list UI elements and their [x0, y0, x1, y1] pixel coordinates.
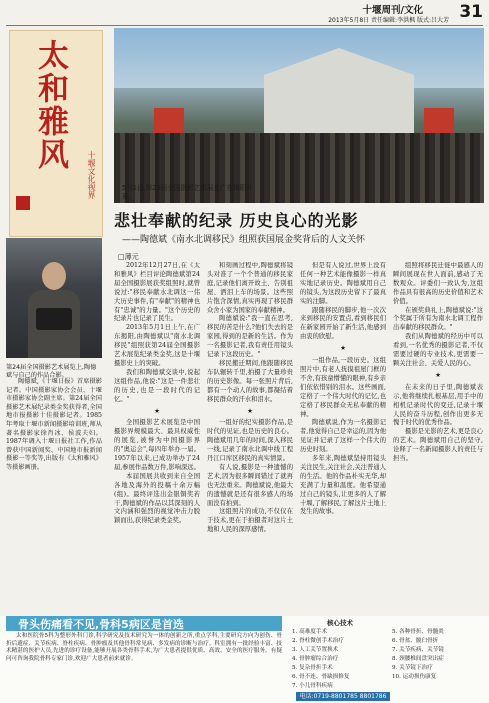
issue-meta: 2013年5月8日 责任编辑:李洪枫 版式:吕大芳	[328, 17, 449, 24]
ad-list-right	[392, 628, 482, 682]
ad-list-item: 6. 骨盆、髋臼骨折	[392, 638, 439, 644]
page-number: 31	[459, 2, 483, 22]
ad-list-item: 1. 高难度手术	[292, 629, 328, 635]
article-paragraph: 陶德斌说:"我一直在思考,移民的苦是什么?他们失去的是家园,得到的是新的生活。作为一名摄影记者,我有责任用镜头记录下这段历史。"	[207, 315, 293, 359]
article-paragraph: 本届国展共收到来自全国各地及海外的投稿十余万幅(组)。最终评选出金银铜奖若干,陶德斌的作品以其深刻的人文内涵和强烈的视觉冲击力脱颖而出,获得纪录类金奖。	[114, 472, 200, 525]
article-paragraph: 全国摄影艺术展览是中国摄影界规模最大、最具权威性的展览,被誉为中国摄影界的"奥运会",每四年举办一届。1957年以来,已成功举办了24届,参展作品数万件,影响深远。	[114, 419, 200, 471]
article-paragraph: 和刻画过程中,陶德斌将镜头对准了一个个普通的移民家庭,记录他们离开故土、告别祖屋、洒泪上车的场景。这些照片饱含深情,真实再现了移民群众舍小家为国家的奉献精神。	[207, 262, 293, 314]
ad-list-item: 7. 小儿骨科疾病	[292, 683, 333, 689]
section-name: 十堰周刊/文化	[362, 5, 423, 16]
article-paragraph: 在颁奖典礼上,陶德斌说:"这个奖属于所有为南水北调工程作出奉献的移民群众。"	[393, 306, 483, 332]
ad-list-item: 6. 骨不连、骨缺损修复	[292, 674, 350, 680]
section-star: ★	[340, 345, 346, 353]
ad-list-item: 2. 脊柱微创手术治疗	[292, 638, 344, 644]
ad-list-item: 5. 各种骨折、骨髓炎	[392, 629, 444, 635]
article-paragraph: 在未来的日子里,陶德斌表示,他将继续扎根基层,用手中的相机记录时代的变迁,记录十堰人民的奋斗历程,创作出更多无愧于时代的优秀作品。	[393, 383, 483, 427]
article-column-1	[114, 262, 200, 612]
article-paragraph: 多年来,陶德斌坚持用镜头关注民生,关注社会,关注普通人的生活。他的作品朴实无华,却充满了力量和温度。他希望通过自己的镜头,让更多的人了解十堰,了解移民,了解这片土地上发生的故事。	[300, 455, 386, 516]
article-paragraph: 摄影是光影的艺术,更是良心的艺术。陶德斌用自己的坚守,诠释了一名新闻摄影人的责任与担当。	[393, 428, 483, 463]
left-column	[6, 28, 104, 613]
ad-list-item: 5. 复杂骨折手术	[292, 665, 333, 671]
ad-list-item: 10. 运动损伤康复	[392, 674, 437, 680]
portrait-caption: 第24届全国摄影艺术展览上,陶德斌与自己的作品合影。	[6, 364, 97, 380]
section-star: ★	[154, 407, 160, 415]
photographer-portrait	[6, 238, 102, 358]
article-column-3	[300, 262, 386, 612]
portrait-head	[42, 262, 66, 290]
article-paragraph: 我们和陶德斌交谈中,说起这组作品,他说:"这是一件悲壮的历史,也是一段时代的记忆。"	[114, 368, 200, 403]
ad-list-item: 4. 骨肿瘤综合治疗	[292, 656, 339, 662]
article-paragraph: 但是有人说过,世界上没有任何一种艺术能像摄影一样真实地记录历史。陶德斌用自己的镜头,为这段历史留下了最真实的注脚。	[300, 262, 386, 305]
article-paragraph: 2012年12月27日,在《太和雅风》栏目评论陶德斌第24届全国摄影展获奖组照时,就曾说过:"移民奉献水北调这一伟大历史事件,有"奉献"的精神也有"忠诚"的力量。"这个历史的纪录片也记录了民生。	[114, 262, 200, 323]
ad-title: 骨头伤痛看不见,骨科5病区是首选	[18, 618, 184, 631]
red-seal-icon	[16, 196, 30, 210]
article-paragraph: 2013年5月1日上午,在广东揭阳,由陶德斌以"南水北调移民"组照获第24届全国摄影艺术展览纪录类金奖,这是十堰摄影史上的突破。	[114, 324, 200, 367]
camera-icon	[36, 308, 72, 330]
article-paragraph: 移民搬迁期间,他跟随移民车队辗转千里,拍摄了大量珍贵的历史影像。每一张照片背后,都有一个动人的故事,都凝结着移民群众的汗水和泪水。	[207, 359, 293, 403]
article-paragraph: 我们从陶德斌的经历中可以看到,一名优秀的摄影记者,不仅需要过硬的专业技术,更需要一颗关注社会、关爱人民的心。	[393, 333, 483, 367]
article-paragraph: 跟随移民的脚步,他一次次来到移民的安置点,看到移民们在新家园开始了新生活,他感到由衷的欣慰。	[300, 306, 386, 341]
photographer-bio: 陶德斌,《十堰日报》首席摄影记者。中国摄影家协会会员、十堰市摄影家协会副主席。第24届全国摄影艺术展纪录类金奖获得者,全国地市报摄影十佳摄影记者。1985年考取十堰市新闻摄影培训班,师从著名摄影家徐肖冰、侯波夫妇。1987年调入十堰日报社工作,作品曾获中国新闻奖、中国地市报新闻摄影一等奖等,出版有《太和雅风》等摄影画册。	[6, 378, 102, 471]
article-paragraph: 陶德斌说,作为一名摄影记者,他觉得自己是幸运的,因为他见证并记录了这样一个伟大的历史时刻。	[300, 419, 386, 454]
ad-phone: 电话:0719-8801785 8801786	[296, 692, 390, 701]
ad-list-left	[292, 628, 388, 691]
header-rule	[6, 25, 483, 26]
article-byline: □薄元	[118, 253, 139, 261]
ad-services-title: 核心技术	[327, 619, 353, 627]
article-paragraph: 有人说,摄影是一种遗憾的艺术,因为很多瞬间错过了就再也无法重来。陶德斌说,他最大的遗憾就是还有很多感人的场面没有拍到。	[207, 463, 293, 507]
article-paragraph: 这组照片的成功,不仅仅在于技术,更在于拍摄者对这片土地和人民的深厚感情。	[207, 508, 293, 534]
article-subhead: ——陶德斌《南水北调移民》组照获国展金奖背后的人文关怀	[122, 235, 366, 245]
page-header	[0, 0, 489, 26]
exhibition-photo	[114, 28, 484, 203]
calligraphy-banner	[9, 30, 103, 237]
ad-body: 太和医院骨5科为整形外科门诊,科学研究及技术研究为一体的创新之所,重点学科,主要研究方向为创伤、骨折后遗症、关节疾病、脊柱疾病、骨肿瘤及其他骨科常见病、多发病的诊断与治疗。科室拥有一批经验丰富、技术精湛的医护人员,先进的诊疗设备,能够开展各类骨科手术,为广大患者提供优质、高效、安全的医疗服务。有疑问可咨询我院骨科专家门诊,欢迎广大患者前来就诊。	[6, 633, 282, 663]
article-column-4	[393, 262, 483, 612]
article-paragraph: 一组好的纪实摄影作品,是时代的见证,也是历史的良心。陶德斌用几年的时间,深入移民一线,记录了南水北调中线工程丹江口库区移民的真实情景。	[207, 419, 293, 463]
ad-list-item: 3. 人工关节置换术	[292, 647, 339, 653]
article-column-2	[207, 262, 293, 612]
photo-caption: 5月1日,第24届全国摄影艺术展在广东揭阳开幕。	[122, 184, 253, 201]
calligraphy-subtitle: 十堰文化视界	[87, 151, 96, 199]
ad-list-item: 8. 颈腰椎间盘突出症	[392, 656, 444, 662]
article-paragraph: 组照将移民迁徙中最感人的瞬间展现在世人面前,感动了无数观众。评委们一致认为,这组作品具有很高的历史价值和艺术价值。	[393, 262, 483, 305]
calligraphy-title: 太和雅风	[32, 39, 68, 171]
ad-list-item: 9. 关节镜下治疗	[392, 665, 433, 671]
section-star: ★	[247, 407, 253, 415]
ad-list-item: 7. 关节疾病、关节镜	[392, 647, 444, 653]
article-headline: 悲壮奉献的纪录 历史良心的光影	[114, 211, 359, 230]
hospital-advertisement	[0, 616, 489, 703]
ad-title-bar	[6, 616, 282, 631]
article-paragraph: 一组作品,一段历史。这组照片中,有老人抚摸祖屋门框的不舍,有孩童懵懂的眼神,有乡亲们依依惜别的泪水。这些画面,定格了一个伟大时代的记忆,也定格了移民群众无私奉献的精神。	[300, 357, 386, 418]
section-star: ★	[435, 371, 441, 379]
ad-services	[290, 616, 483, 703]
